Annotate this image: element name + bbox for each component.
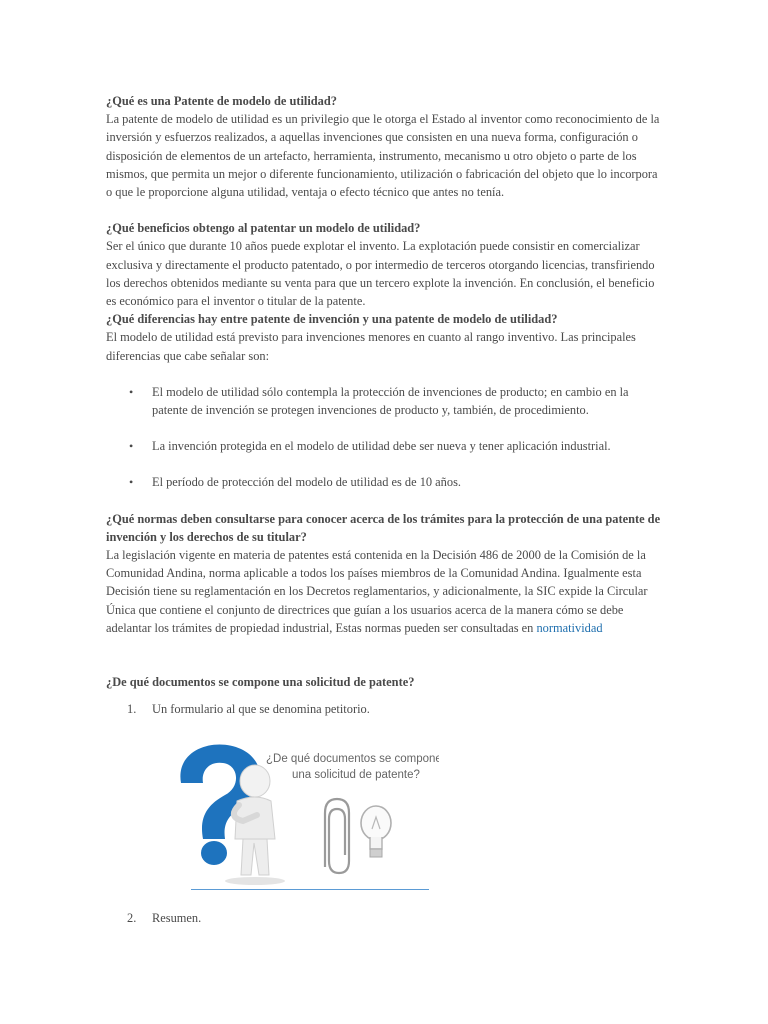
list-item xyxy=(106,473,666,491)
list-item xyxy=(106,383,666,419)
bullet-icon: • xyxy=(129,384,134,399)
documents-list-continued xyxy=(106,909,666,927)
figure-caption-line2: una solicitud de patente? xyxy=(292,769,420,781)
heading-regulations: ¿Qué normas deben consultarse para conocer acerca de los trámites para la protección de una patente de invención y los derechos de su titular? xyxy=(106,511,661,544)
documents-list xyxy=(106,700,666,718)
list-item-text: Un formulario al que se denomina petitorio. xyxy=(152,702,370,717)
list-number: 2. xyxy=(127,911,137,925)
list-item xyxy=(106,700,666,718)
heading-documents: ¿De qué documentos se compone una solicitud de patente? xyxy=(106,675,415,690)
bullet-icon: • xyxy=(129,475,134,490)
thinking-person-icon xyxy=(225,765,285,885)
list-item xyxy=(106,909,666,927)
illustration-figure xyxy=(167,735,439,890)
differences-list xyxy=(106,383,666,492)
list-item xyxy=(106,437,666,455)
paragraph-regulations xyxy=(106,546,666,637)
list-item-text: Resumen. xyxy=(152,911,202,925)
list-number: 1. xyxy=(127,702,137,717)
normatividad-link[interactable]: normatividad xyxy=(536,620,603,635)
paragraph-benefits: Ser el único que durante 10 años puede explotar el invento. La explotación puede consistir en comercializar exclusiva y directamente el producto patentado, o por intermedio de terceros otorgando licencias, transfiriendo los derechos obtenidos mediante su venta para que un tercero explote la invención. En conclusión, el beneficio es económico para el inventor o titular de la patente. xyxy=(106,239,655,309)
heading-what-is-utility-model: ¿Qué es una Patente de modelo de utilidad? xyxy=(106,94,337,108)
list-item-text: El modelo de utilidad sólo contempla la protección de invenciones de producto; en cambio en la patente de invención se protegen invenciones de producto y, también, de procedimiento. xyxy=(152,384,629,418)
heading-benefits: ¿Qué beneficios obtengo al patentar un modelo de utilidad? xyxy=(106,221,421,236)
list-item-text: La invención protegida en el modelo de utilidad debe ser nueva y tener aplicación industrial. xyxy=(152,439,611,454)
paragraph-what-is-utility-model: La patente de modelo de utilidad es un privilegio que le otorga el Estado al inventor como reconocimiento de la inversión y esfuerzos realizados, a aquellas invenciones que consisten en una nueva forma, configuración o disposición de elementos de un artefacto, herramienta, instrumento, mecanismo u otro objeto o parte de los mismos, que permita un mejor o diferente funcionamiento, utilización o fabricación del objeto que lo incorpora o que le proporcione alguna utilidad, ventaja o efecto técnico que antes no tenía. xyxy=(106,112,660,200)
paragraph-regulations-text: La legislación vigente en materia de patentes está contenida en la Decisión 486 de 2000 de la Comisión de la Comunidad Andina, norma aplicable a todos los países miembros de la Comunidad Andina. Igualmente esta Decisión tiene su reglamentación en los Decretos reglamentarios, y adicionalmente, la SIC expide la Circular Única que contiene el conjunto de directrices que guían a los usuarios acerca de la manera cómo se debe adelantar los trámites de propiedad industrial, Estas normas pueden ser consultadas en xyxy=(106,548,648,635)
document-content xyxy=(106,92,666,718)
figure-caption-line1: ¿De qué documentos se compone xyxy=(266,753,439,765)
paperclip-icon xyxy=(325,799,349,873)
figure-underline xyxy=(191,889,429,890)
question-person-illustration xyxy=(167,735,439,890)
bullet-icon: • xyxy=(129,439,134,454)
heading-differences: ¿Qué diferencias hay entre patente de invención y una patente de modelo de utilidad? xyxy=(106,312,558,327)
light-bulb-icon xyxy=(361,806,391,857)
list-item-text: El período de protección del modelo de utilidad es de 10 años. xyxy=(152,475,461,490)
paragraph-differences: El modelo de utilidad está previsto para invenciones menores en cuanto al rango inventivo. Las principales diferencias que cabe señalar son: xyxy=(106,330,636,363)
